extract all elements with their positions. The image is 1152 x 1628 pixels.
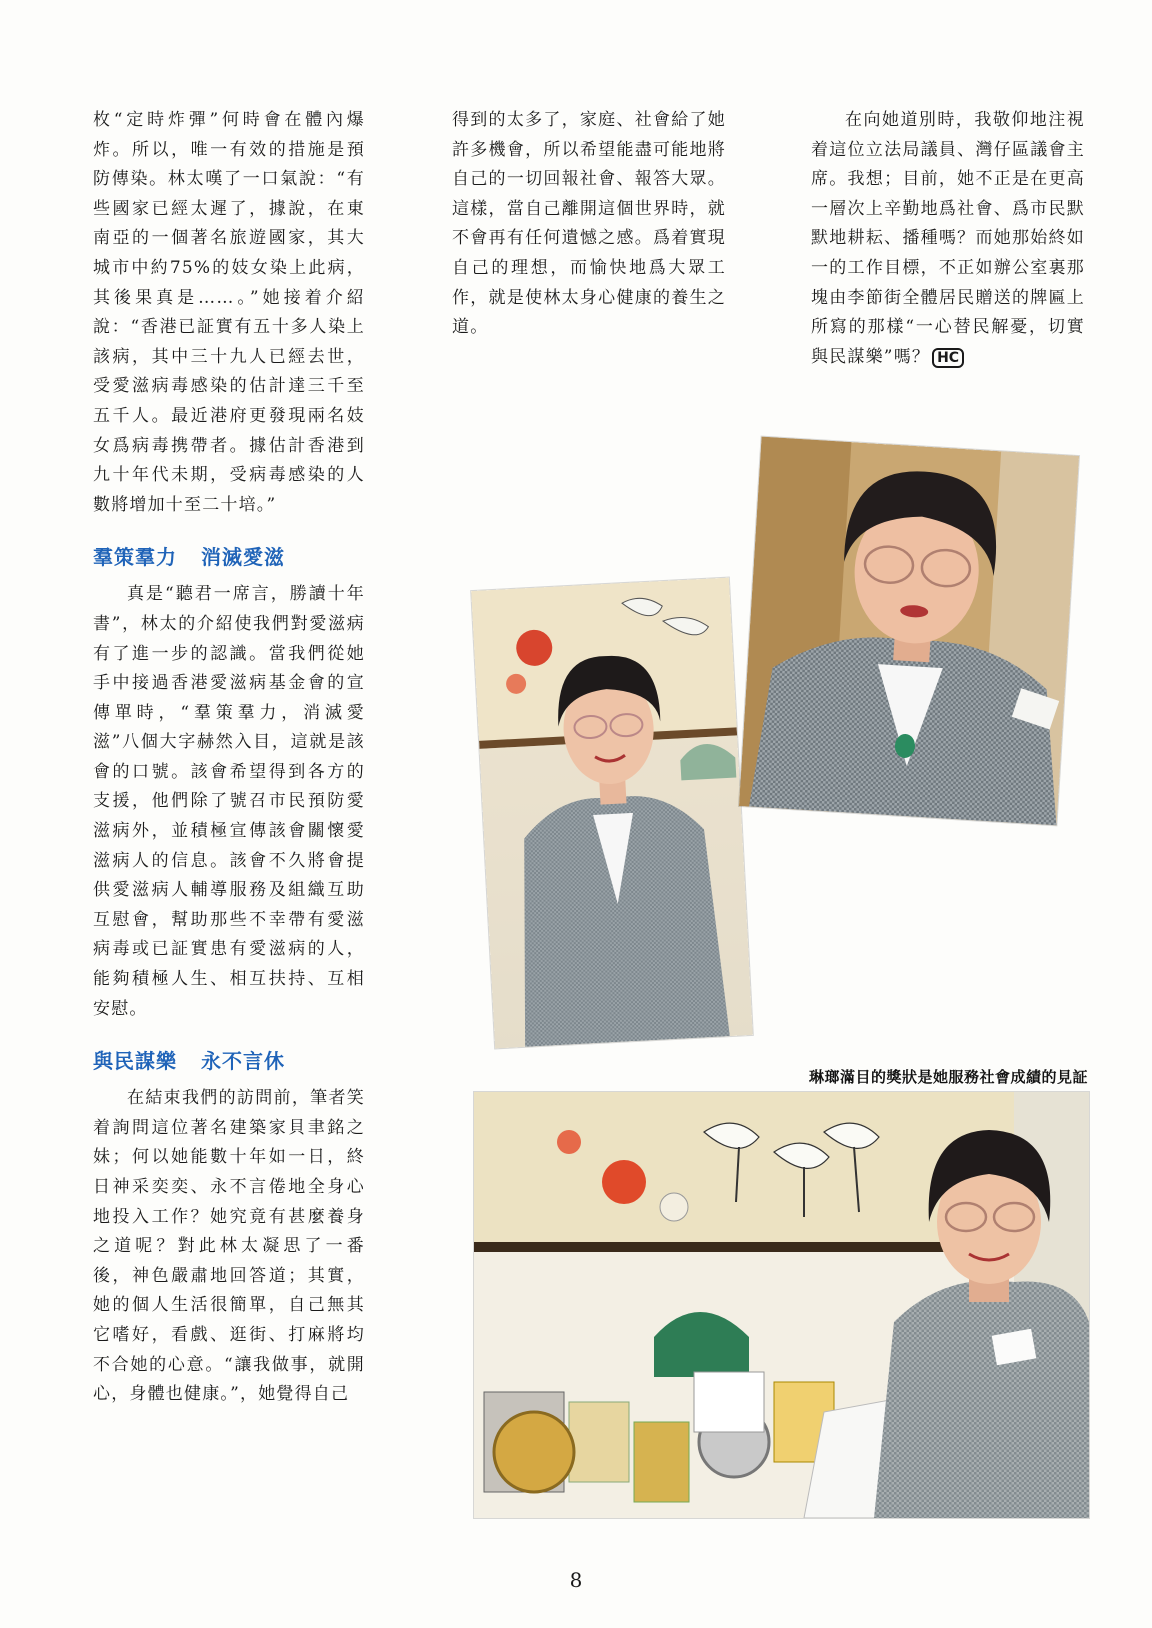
photo-portrait-closeup [739, 437, 1079, 826]
photo-portrait-standing-image [471, 578, 753, 1049]
paragraph: 在結束我們的訪問前，筆者笑着詢問這位著名建築家貝聿銘之妹；何以她能數十年如一日，終日神采奕奕、永不言倦地全身心地投入工作？她究竟有甚麼養身之道呢？對此林太凝思了一番後，神色嚴肅地回答道；其實，她的個人生活很簡單，自己無其它嗜好，看戲、逛街、打麻將均不合她的心意。“讓我做事，就開心，身體也健康。”，她覺得自己 [93, 1088, 365, 1405]
photo-office-awards [474, 1092, 1089, 1518]
paragraph: 真是“聽君一席言，勝讀十年書”，林太的介紹使我們對愛滋病有了進一步的認識。當我們從她手中接過香港愛滋病基金會的宣傳單時，“羣策羣力，消滅愛滋”八個大字赫然入目，這就是該會的口號。該會希望得到各方的支援，他們除了號召市民預防愛滋病外，並積極宣傳該會關懷愛滋病人的信息。該會不久將會提供愛滋病人輔導服務及組織互助互慰會，幫助那些不幸帶有愛滋病毒或已証實患有愛滋病的人，能夠積極人生、相互扶持、互相安慰。 [93, 584, 365, 1019]
end-mark-logo: HC [932, 348, 964, 368]
heading-part: 羣策羣力 [93, 545, 177, 570]
photo-office-awards-image [474, 1092, 1089, 1518]
photo-portrait-closeup-image [739, 437, 1079, 826]
heading-part: 與民謀樂 [93, 1049, 177, 1074]
paragraph: 得到的太多了，家庭、社會給了她許多機會，所以希望能盡可能地將自己的一切回報社會、報答大眾。這樣，當自己離開這個世界時，就不會再有任何遺憾之感。爲着實現自己的理想，而愉快地爲大眾工作，就是使林太身心健康的養生之道。 [452, 110, 726, 338]
photo-portrait-standing [471, 578, 753, 1049]
paragraph [811, 106, 1085, 373]
text-column-1 [93, 106, 365, 1410]
text-column-2 [452, 106, 726, 343]
section-heading-2 [93, 1046, 365, 1076]
page-number: 8 [569, 1568, 583, 1592]
paragraph-text: 在向她道別時，我敬仰地注視着這位立法局議員、灣仔區議會主席。我想；目前，她不正是在更高一層次上辛勤地爲社會、爲市民默默地耕耘、播種嗎？而她那始終如一的工作目標，不正如辦公室裏那塊由李節街全體居民贈送的牌匾上所寫的那樣“一心替民解憂，切實與民謀樂”嗎？ [811, 110, 1085, 367]
text-column-3 [811, 106, 1085, 373]
paragraph: 枚“定時炸彈”何時會在體內爆炸。所以，唯一有效的措施是預防傳染。林太嘆了一口氣說：“有些國家已經太遲了，據說，在東南亞的一個著名旅遊國家，其大城市中約75%的妓女染上此病，其後果真是……。”她接着介紹說：“香港已証實有五十多人染上該病，其中三十九人已經去世，受愛滋病毒感染的估計達三千至五千人。最近港府更發現兩名妓女爲病毒携帶者。據估計香港到九十年代未期，受病毒感染的人數將增加十至二十培。” [93, 110, 365, 515]
section-heading-1 [93, 542, 365, 572]
heading-part: 永不言休 [201, 1049, 285, 1074]
photo-caption: 琳瑯滿目的獎狀是她服務社會成績的見証 [808, 1068, 1088, 1086]
heading-part: 消滅愛滋 [201, 545, 285, 570]
